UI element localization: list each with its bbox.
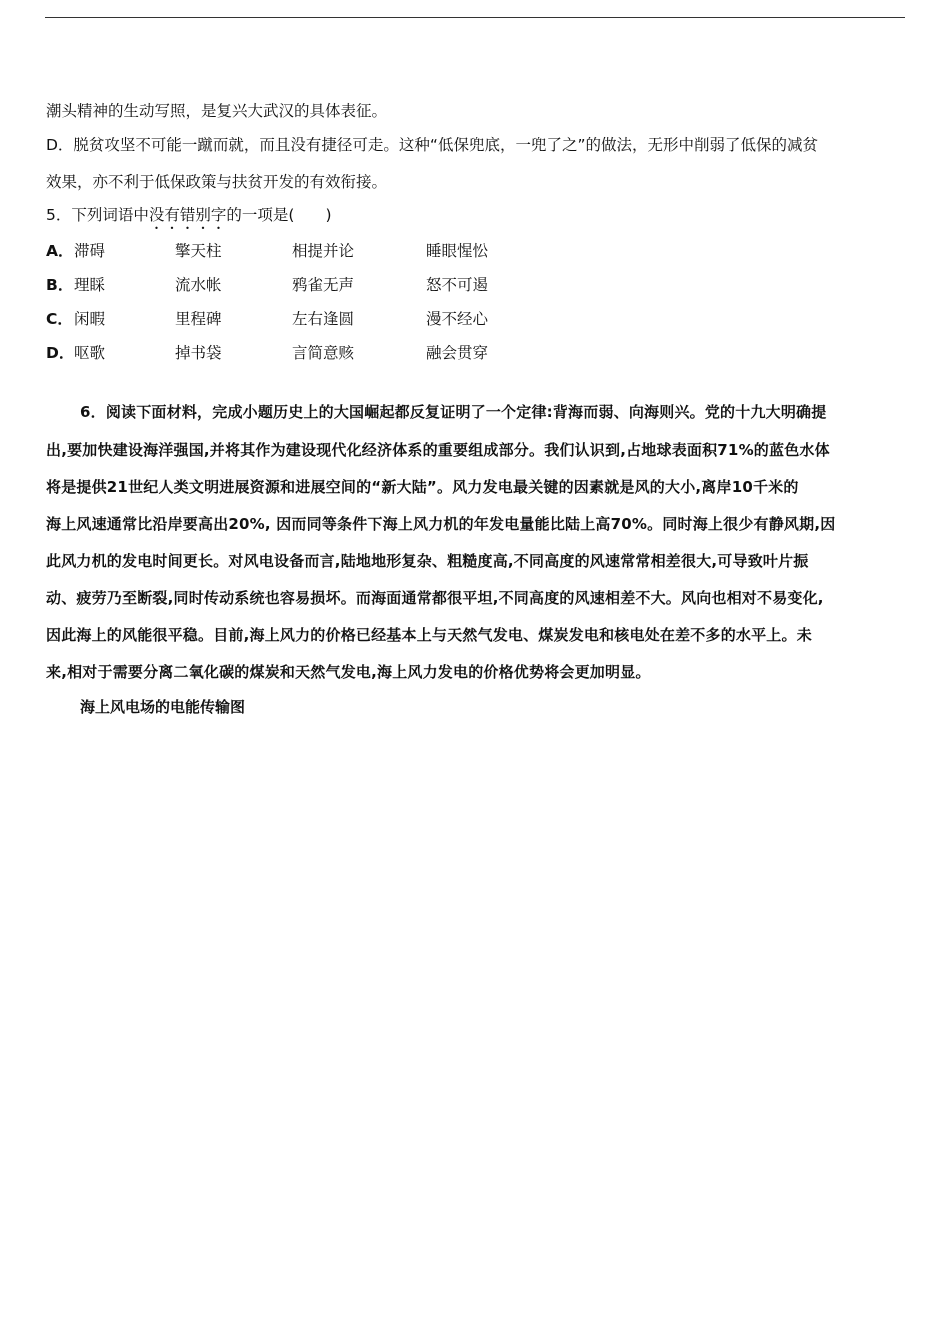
- option-word: 融会贯穿: [426, 344, 489, 362]
- option-word: 相提并论: [292, 242, 355, 260]
- prev-answer-line-1: 潮头精神的生动写照，是复兴大武汉的具体表征。: [46, 102, 388, 120]
- option-word: 流水帐: [175, 276, 222, 294]
- option-letter: A．: [46, 242, 74, 260]
- question-6-line-3: 将是提供21世纪人类文明进展资源和进展空间的“新大陆”。风力发电最关键的因素就是风的大小,离岸10千米的: [46, 478, 799, 496]
- prev-answer-option-d-line-2: 效果，亦不利于低保政策与扶贫开发的有效衔接。: [46, 173, 388, 191]
- option-word: 怒不可遏: [426, 276, 489, 294]
- option-word: 呕歌: [74, 344, 106, 362]
- option-letter: B．: [46, 276, 74, 294]
- option-word: 里程碑: [175, 310, 222, 328]
- question-6-line-5: 此风力机的发电时间更长。对风电设备而言,陆地地形复杂、粗糙度高,不同高度的风速常常相差很大,可导致叶片振: [46, 552, 809, 570]
- option-word: 滞碍: [74, 242, 106, 260]
- option-word: 理睬: [74, 276, 106, 294]
- question-5-suffix: 的一项是( ): [226, 206, 332, 224]
- option-word: 鸦雀无声: [292, 276, 355, 294]
- question-5-prefix: 5．下列词语中: [46, 206, 149, 224]
- question-6-line-7: 因此海上的风能很平稳。目前,海上风力的价格已经基本上与天然气发电、煤炭发电和核电处在差不多的水平上。未: [46, 626, 812, 644]
- option-word: 睡眼惺忪: [426, 242, 489, 260]
- question-5-stem: [46, 205, 332, 233]
- option-word: 漫不经心: [426, 310, 489, 328]
- option-word: 言简意赅: [292, 344, 355, 362]
- option-letter: C．: [46, 310, 73, 328]
- figure-caption: 海上风电场的电能传输图: [80, 698, 246, 716]
- option-word: 左右逢圆: [292, 310, 355, 328]
- option-word: 闲暇: [74, 310, 106, 328]
- option-word: 擎天柱: [175, 242, 222, 260]
- prev-answer-option-d-line-1: D．脱贫攻坚不可能一蹴而就，而且没有捷径可走。这种“低保兜底，一兜了之”的做法，无形中削弱了低保的减贫: [46, 136, 818, 154]
- option-word: 掉书袋: [175, 344, 222, 362]
- question-6-line-1: 6．阅读下面材料，完成小题历史上的大国崛起都反复证明了一个定律:背海而弱、向海则兴。党的十九大明确提: [80, 403, 827, 421]
- option-letter: D．: [46, 344, 75, 362]
- question-5-emphasis: 没有错别字: [148, 206, 227, 224]
- question-6-line-4: 海上风速通常比沿岸要高出20%, 因而同等条件下海上风力机的年发电量能比陆上高70%。同时海上很少有静风期,因: [46, 515, 836, 533]
- question-6-line-6: 动、疲劳乃至断裂,同时传动系统也容易损坏。而海面通常都很平坦,不同高度的风速相差不大。风向也相对不易变化,: [46, 589, 824, 607]
- question-6-line-2: 出,要加快建设海洋强国,并将其作为建设现代化经济体系的重要组成部分。我们认识到,占地球表面积71%的蓝色水体: [46, 441, 830, 459]
- question-6-line-8: 来,相对于需要分离二氧化碳的煤炭和天然气发电,海上风力发电的价格优势将会更加明显。: [46, 663, 651, 681]
- header-rule: [45, 17, 905, 18]
